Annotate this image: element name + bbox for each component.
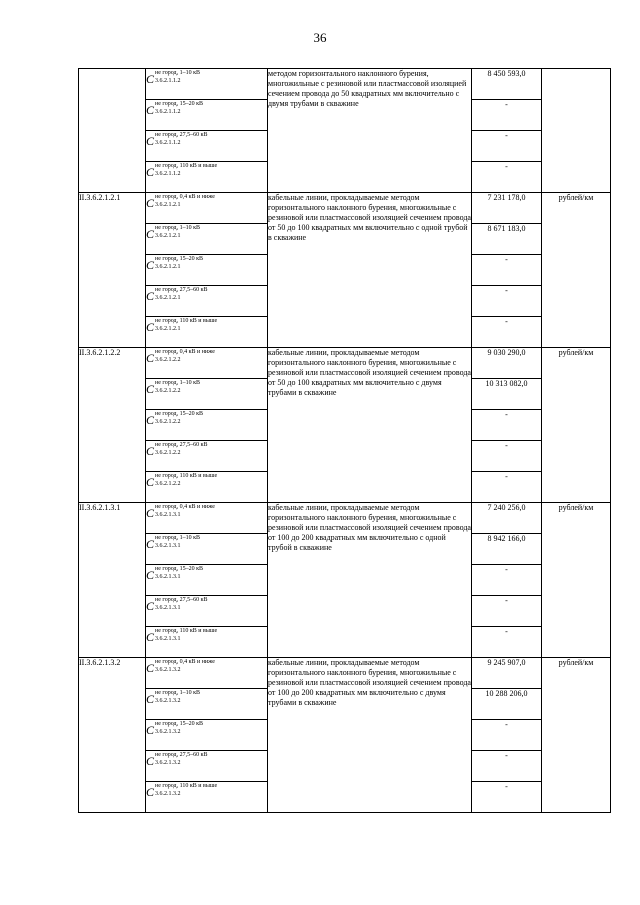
symbol — [146, 689, 267, 705]
symbol-letter: C — [146, 351, 155, 365]
symbol-cell — [146, 255, 268, 286]
symbol-superscript: не город, 27,5–60 кВ — [155, 597, 208, 603]
code-cell: II.3.6.2.1.2.1 — [79, 193, 146, 348]
symbol-superscript: не город, 1–10 кВ — [155, 535, 200, 541]
symbol-subscripts — [155, 565, 203, 581]
table-row — [79, 658, 611, 689]
symbol — [146, 658, 267, 674]
symbol-cell — [146, 720, 268, 751]
symbol-letter: C — [146, 382, 155, 396]
symbol-cell — [146, 317, 268, 348]
symbol-superscript: не город, 27,5–60 кВ — [155, 132, 208, 138]
symbol-letter: C — [146, 599, 155, 613]
symbol-cell — [146, 131, 268, 162]
symbol-letter: C — [146, 506, 155, 520]
value-cell: - — [472, 255, 542, 286]
symbol-cell — [146, 751, 268, 782]
symbol-cell — [146, 193, 268, 224]
value-cell: - — [472, 317, 542, 348]
symbol-subscript: 3.6.2.1.3.2 — [155, 729, 181, 735]
symbol-superscript: не город, 27,5–60 кВ — [155, 752, 208, 758]
value-cell: 9 245 907,0 — [472, 658, 542, 689]
symbol — [146, 69, 267, 85]
value-cell: 8 450 593,0 — [472, 69, 542, 100]
value-cell: - — [472, 441, 542, 472]
symbol-letter: C — [146, 661, 155, 675]
symbol-subscripts — [155, 224, 200, 240]
code-cell: II.3.6.2.1.3.2 — [79, 658, 146, 813]
symbol-letter: C — [146, 475, 155, 489]
symbol-subscript: 3.6.2.1.3.2 — [155, 760, 181, 766]
symbol-superscript: не город, 0,4 кВ и ниже — [155, 194, 215, 200]
symbol-subscripts — [155, 782, 217, 798]
symbol-superscript: не город, 1–10 кВ — [155, 380, 200, 386]
symbol-cell — [146, 503, 268, 534]
symbol-superscript: не город, 0,4 кВ и ниже — [155, 504, 215, 510]
value-cell: - — [472, 162, 542, 193]
symbol-superscript: не город, 1–10 кВ — [155, 225, 200, 231]
symbol — [146, 255, 267, 271]
value-cell: - — [472, 131, 542, 162]
symbol-subscript: 3.6.2.1.2.2 — [155, 481, 181, 487]
symbol — [146, 720, 267, 736]
symbol-subscripts — [155, 100, 203, 116]
symbol-subscripts — [155, 658, 215, 674]
symbol-subscripts — [155, 472, 217, 488]
symbol-cell — [146, 69, 268, 100]
symbol-subscript: 3.6.2.1.1.2 — [155, 78, 181, 84]
symbol-superscript: не город, 110 кВ и выше — [155, 473, 218, 479]
symbol-letter: C — [146, 630, 155, 644]
value-cell: - — [472, 565, 542, 596]
value-cell: - — [472, 286, 542, 317]
symbol-subscript: 3.6.2.1.2.2 — [155, 450, 181, 456]
symbol-letter: C — [146, 289, 155, 303]
symbol-letter: C — [146, 227, 155, 241]
symbol — [146, 441, 267, 457]
symbol-subscript: 3.6.2.1.3.2 — [155, 698, 181, 704]
symbol-subscripts — [155, 410, 203, 426]
symbol-subscripts — [155, 720, 203, 736]
symbol-cell — [146, 534, 268, 565]
symbol-superscript: не город, 110 кВ и выше — [155, 628, 218, 634]
symbol — [146, 131, 267, 147]
symbol-cell — [146, 782, 268, 813]
symbol-subscripts — [155, 751, 207, 767]
symbol-subscript: 3.6.2.1.1.2 — [155, 140, 181, 146]
value-cell: - — [472, 751, 542, 782]
symbol-superscript: не город, 1–10 кВ — [155, 690, 200, 696]
description-cell: кабельные линии, прокладываемые методом горизонтального наклонного бурения, многожильные с резиновой или пластмассовой изоляцией сечением провода от 100 до 200 квадратных мм включительно с одной трубой в скважине — [268, 503, 472, 658]
unit-cell: рублей/км — [542, 348, 611, 503]
symbol-superscript: не город, 15–20 кВ — [155, 101, 203, 107]
symbol-subscripts — [155, 317, 217, 333]
symbol-letter: C — [146, 444, 155, 458]
symbol — [146, 379, 267, 395]
unit-cell: рублей/км — [542, 503, 611, 658]
value-cell: 7 231 178,0 — [472, 193, 542, 224]
symbol-letter: C — [146, 134, 155, 148]
symbol-subscript: 3.6.2.1.2.2 — [155, 419, 181, 425]
symbol-cell — [146, 565, 268, 596]
symbol-superscript: не город, 110 кВ и выше — [155, 318, 218, 324]
symbol-superscript: не город, 15–20 кВ — [155, 566, 203, 572]
description-cell: кабельные линии, прокладываемые методом горизонтального наклонного бурения, многожильные с резиновой или пластмассовой изоляцией сечением провода от 100 до 200 квадратных мм включительно с двумя трубами в скважине — [268, 658, 472, 813]
symbol-subscripts — [155, 193, 215, 209]
value-cell: 8 671 183,0 — [472, 224, 542, 255]
value-cell: - — [472, 472, 542, 503]
table-row — [79, 348, 611, 379]
symbol-letter: C — [146, 196, 155, 210]
description-cell: методом горизонтального наклонного бурения, многожильные с резиновой или пластмассовой изоляцией сечением провода до 50 квадратных мм включительно с двумя трубами в скважине — [268, 69, 472, 193]
symbol-superscript: не город, 110 кВ и выше — [155, 783, 218, 789]
table-row — [79, 193, 611, 224]
value-cell: - — [472, 782, 542, 813]
table-row — [79, 503, 611, 534]
symbol — [146, 751, 267, 767]
symbol-subscript: 3.6.2.1.1.2 — [155, 171, 181, 177]
symbol-subscripts — [155, 162, 217, 178]
symbol-cell — [146, 162, 268, 193]
symbol-subscript: 3.6.2.1.2.2 — [155, 388, 181, 394]
description-cell: кабельные линии, прокладываемые методом горизонтального наклонного бурения, многожильные с резиновой или пластмассовой изоляцией сечением провода от 50 до 100 квадратных мм включительно с одной трубой в скважине — [268, 193, 472, 348]
table-row — [79, 69, 611, 100]
symbol-superscript: не город, 15–20 кВ — [155, 721, 203, 727]
symbol — [146, 627, 267, 643]
symbol — [146, 286, 267, 302]
value-cell: - — [472, 596, 542, 627]
symbol-subscript: 3.6.2.1.3.1 — [155, 636, 181, 642]
code-cell: II.3.6.2.1.2.2 — [79, 348, 146, 503]
symbol-subscript: 3.6.2.1.2.1 — [155, 202, 181, 208]
symbol — [146, 782, 267, 798]
symbol-cell — [146, 224, 268, 255]
symbol — [146, 534, 267, 550]
value-cell: - — [472, 100, 542, 131]
symbol — [146, 503, 267, 519]
symbol — [146, 193, 267, 209]
symbol — [146, 410, 267, 426]
symbol-subscript: 3.6.2.1.2.2 — [155, 357, 181, 363]
symbol — [146, 162, 267, 178]
value-cell: - — [472, 410, 542, 441]
symbol-subscript: 3.6.2.1.3.1 — [155, 512, 181, 518]
value-cell: 7 240 256,0 — [472, 503, 542, 534]
symbol-cell — [146, 627, 268, 658]
symbol-subscript: 3.6.2.1.2.1 — [155, 326, 181, 332]
unit-cell: рублей/км — [542, 658, 611, 813]
symbol-superscript: не город, 0,4 кВ и ниже — [155, 659, 215, 665]
symbol-superscript: не город, 110 кВ и выше — [155, 163, 218, 169]
value-cell: - — [472, 720, 542, 751]
symbol-cell — [146, 348, 268, 379]
symbol-subscripts — [155, 348, 215, 364]
symbol-subscript: 3.6.2.1.3.1 — [155, 574, 181, 580]
symbol-cell — [146, 379, 268, 410]
value-cell: 8 942 166,0 — [472, 534, 542, 565]
symbol-subscript: 3.6.2.1.3.1 — [155, 605, 181, 611]
tariff-table — [78, 68, 611, 813]
symbol-subscript: 3.6.2.1.2.1 — [155, 295, 181, 301]
symbol-superscript: не город, 15–20 кВ — [155, 411, 203, 417]
symbol-cell — [146, 100, 268, 131]
symbol-subscripts — [155, 131, 207, 147]
symbol-letter: C — [146, 72, 155, 86]
symbol-cell — [146, 410, 268, 441]
symbol-subscripts — [155, 596, 207, 612]
symbol-subscripts — [155, 379, 200, 395]
symbol-subscript: 3.6.2.1.2.1 — [155, 264, 181, 270]
symbol-subscript: 3.6.2.1.3.1 — [155, 543, 181, 549]
symbol-subscripts — [155, 69, 200, 85]
symbol-letter: C — [146, 754, 155, 768]
value-cell: 9 030 290,0 — [472, 348, 542, 379]
symbol-subscripts — [155, 255, 203, 271]
page-number: 36 — [313, 30, 327, 45]
symbol-subscripts — [155, 534, 200, 550]
symbol-letter: C — [146, 723, 155, 737]
symbol-letter: C — [146, 785, 155, 799]
symbol-cell — [146, 286, 268, 317]
symbol-letter: C — [146, 258, 155, 272]
symbol-subscripts — [155, 627, 217, 643]
symbol — [146, 317, 267, 333]
symbol-cell — [146, 689, 268, 720]
symbol-letter: C — [146, 165, 155, 179]
value-cell: 10 313 082,0 — [472, 379, 542, 410]
symbol-subscript: 3.6.2.1.3.2 — [155, 791, 181, 797]
symbol-superscript: не город, 27,5–60 кВ — [155, 287, 208, 293]
symbol-letter: C — [146, 103, 155, 117]
description-cell: кабельные линии, прокладываемые методом горизонтального наклонного бурения, многожильные с резиновой или пластмассовой изоляцией сечением провода от 50 до 100 квадратных мм включительно с двумя трубами в скважине — [268, 348, 472, 503]
unit-cell: рублей/км — [542, 193, 611, 348]
unit-cell — [542, 69, 611, 193]
symbol-cell — [146, 472, 268, 503]
value-cell: 10 288 206,0 — [472, 689, 542, 720]
symbol-superscript: не город, 27,5–60 кВ — [155, 442, 208, 448]
symbol-subscripts — [155, 286, 207, 302]
symbol-letter: C — [146, 537, 155, 551]
code-cell: II.3.6.2.1.3.1 — [79, 503, 146, 658]
symbol-superscript: не город, 1–10 кВ — [155, 70, 200, 76]
symbol-subscript: 3.6.2.1.1.2 — [155, 109, 181, 115]
symbol-subscript: 3.6.2.1.3.2 — [155, 667, 181, 673]
symbol — [146, 472, 267, 488]
symbol-subscripts — [155, 441, 207, 457]
symbol-letter: C — [146, 568, 155, 582]
symbol-letter: C — [146, 320, 155, 334]
value-cell: - — [472, 627, 542, 658]
symbol-subscripts — [155, 503, 215, 519]
symbol-subscript: 3.6.2.1.2.1 — [155, 233, 181, 239]
symbol-superscript: не город, 0,4 кВ и ниже — [155, 349, 215, 355]
symbol — [146, 565, 267, 581]
symbol-cell — [146, 658, 268, 689]
symbol-superscript: не город, 15–20 кВ — [155, 256, 203, 262]
symbol-subscripts — [155, 689, 200, 705]
symbol-cell — [146, 441, 268, 472]
symbol-cell — [146, 596, 268, 627]
code-cell — [79, 69, 146, 193]
symbol-letter: C — [146, 413, 155, 427]
symbol — [146, 100, 267, 116]
symbol — [146, 596, 267, 612]
symbol-letter: C — [146, 692, 155, 706]
symbol — [146, 348, 267, 364]
symbol — [146, 224, 267, 240]
